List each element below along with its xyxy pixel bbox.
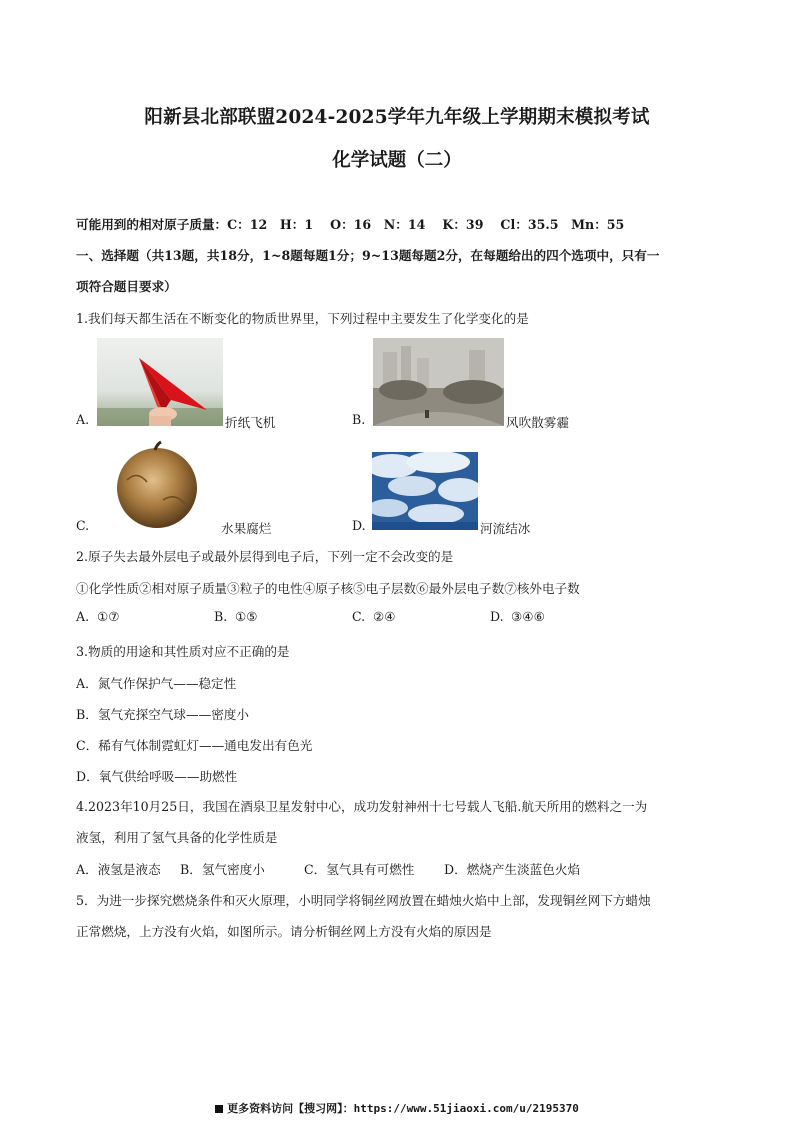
q3-stem: 3.物质的用途和其性质对应不正确的是 <box>76 644 290 659</box>
q3-option-a: A．氮气作保护气——稳定性 <box>76 676 237 691</box>
q1-option-d-label: D. <box>352 518 366 533</box>
q3-option-c: C．稀有气体制霓虹灯——通电发出有色光 <box>76 738 313 753</box>
q2-stem: 2.原子失去最外层电子或最外层得到电子后，下列一定不会改变的是 <box>76 549 454 564</box>
q4-option-b: B．氢气密度小 <box>180 862 265 877</box>
q1-option-b-text: 风吹散雾霾 <box>506 415 569 430</box>
q2-option-d-label: D. <box>490 609 504 624</box>
q2-option-b-text: ①⑤ <box>235 609 258 624</box>
q3-option-d: D．氧气供给呼吸——助燃性 <box>76 769 238 784</box>
q2-option-c-label: C. <box>352 609 366 624</box>
frozen-river-image <box>372 452 478 530</box>
q1-option-c-text: 水果腐烂 <box>221 521 272 536</box>
q4-option-c: C．氢气具有可燃性 <box>304 862 415 877</box>
q1-option-c-label: C. <box>76 518 90 533</box>
rotten-fruit-image <box>97 440 219 530</box>
q4-option-a: A．液氢是液态 <box>76 862 161 877</box>
q4-option-d: D．燃烧产生淡蓝色火焰 <box>444 862 581 877</box>
q1-option-a-label: A. <box>76 412 90 427</box>
q2-option-a-text: ①⑦ <box>97 609 120 624</box>
exam-title: 阳新县北部联盟2024-2025学年九年级上学期期末模拟考试 <box>144 107 650 128</box>
flag-icon <box>215 1105 223 1113</box>
q2-option-d-text: ③④⑥ <box>511 609 545 624</box>
q5-stem-line2: 正常燃烧，上方没有火焰，如图所示。请分析铜丝网上方没有火焰的原因是 <box>76 924 492 939</box>
q2-items: ①化学性质②相对原子质量③粒子的电性④原子核⑤电子层数⑥最外层电子数⑦核外电子数 <box>76 581 580 596</box>
footer-link-text[interactable]: 更多资料访问【搜习网】：https://www.51jiaoxi.com/u/2195370 <box>227 1102 579 1115</box>
atomic-masses: 可能用到的相对原子质量：C：12 H：1 O：16 N：14 K：39 Cl：35.5 Mn：55 <box>76 217 625 232</box>
footer <box>0 1100 794 1116</box>
exam-subtitle: 化学试题（二） <box>332 150 462 171</box>
q2-option-a-label: A. <box>76 609 90 624</box>
q5-stem-line1: 5．为进一步探究燃烧条件和灭火原理，小明同学将铜丝网放置在蜡烛火焰中上部，发现铜丝网下方蜡烛 <box>76 893 651 908</box>
section-heading-line1: 一、选择题（共13题，共18分，1~8题每题1分；9~13题每题2分，在每题给出的四个选项中，只有一 <box>76 248 660 263</box>
q2-option-c-text: ②④ <box>373 609 396 624</box>
paper-plane-image <box>97 338 223 426</box>
q4-stem-line2: 液氢，利用了氢气具备的化学性质是 <box>76 830 278 845</box>
q1-option-d-text: 河流结冰 <box>480 521 531 536</box>
q2-option-b-label: B. <box>214 609 228 624</box>
q1-option-a-text: 折纸飞机 <box>225 415 276 430</box>
haze-image <box>373 338 504 426</box>
q1-option-b-label: B. <box>352 412 366 427</box>
q1-stem: 1.我们每天都生活在不断变化的物质世界里，下列过程中主要发生了化学变化的是 <box>76 311 529 326</box>
q4-stem-line1: 4.2023年10月25日，我国在酒泉卫星发射中心，成功发射神州十七号载人飞船.航天所用的燃料之一为 <box>76 799 648 814</box>
section-heading-line2: 项符合题目要求） <box>76 279 177 294</box>
q3-option-b: B．氢气充探空气球——密度小 <box>76 707 249 722</box>
